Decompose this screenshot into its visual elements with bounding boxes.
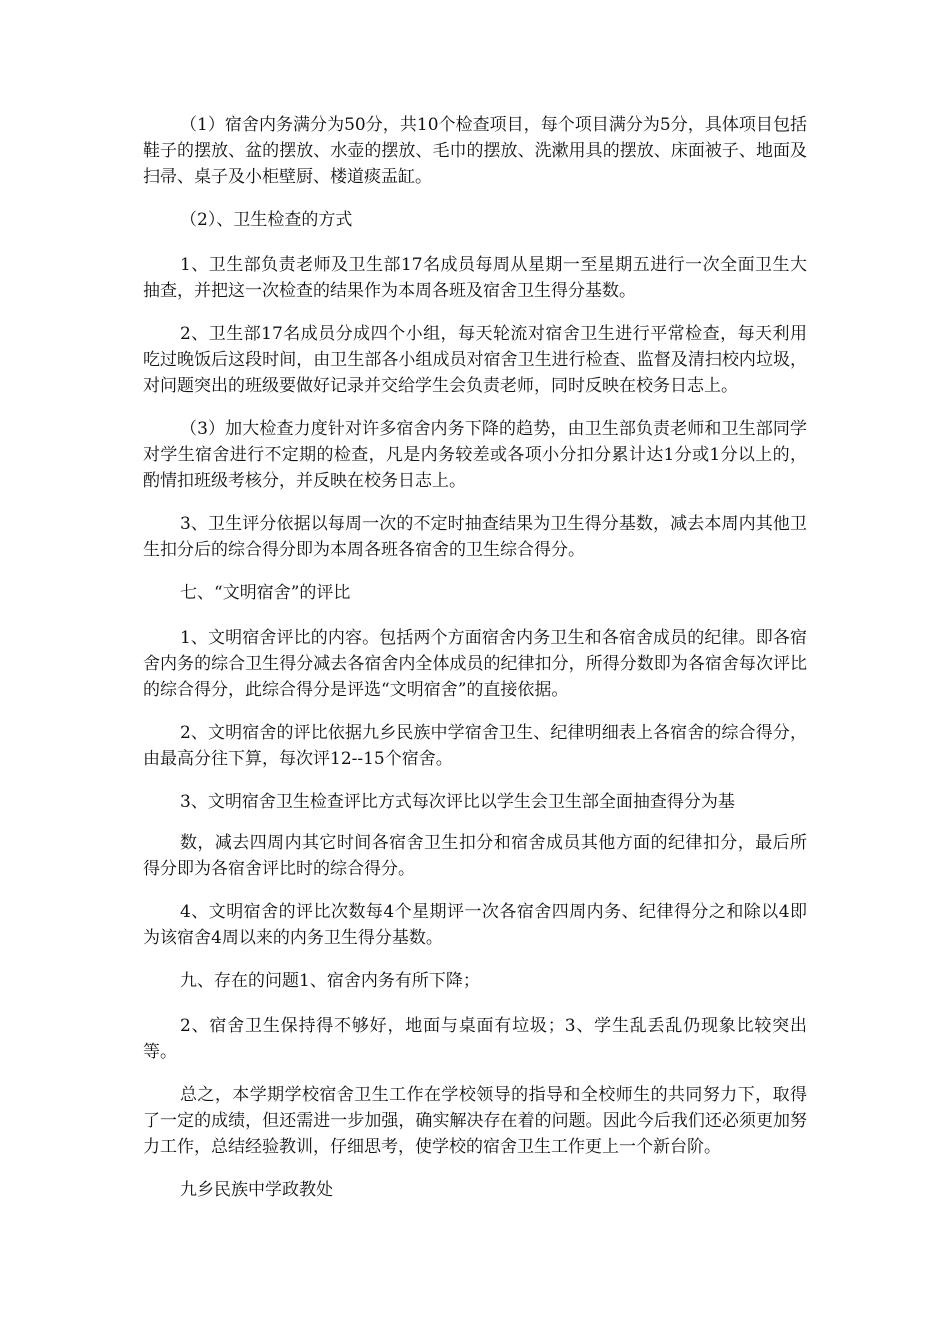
paragraph-evaluation-method: 3、文明宿舍卫生检查评比方式每次评比以学生会卫生部全面抽查得分为基 (180, 792, 735, 812)
paragraph-irregular-inspection: （3）加大检查力度针对许多宿舍内务下降的趋势，由卫生部负责老师和卫生部同学对学生宿舍进行不定期的检查，凡是内务较差或各项小分扣分累计达1分或1分以上的，酌情扣班级考核分，并反映在校务日志上。 (143, 419, 807, 491)
paragraph-conclusion: 总之，本学期学校宿舍卫生工作在学校领导的指导和全校师生的共同努力下，取得了一定的成绩，但还需进一步加强，确实解决存在着的问题。因此今后我们还必须更加努力工作，总结经验教训，仔细思考，使学校的宿舍卫生工作更上一个新台阶。 (143, 1085, 807, 1157)
paragraph-scoring-basis: 3、卫生评分依据以每周一次的不定时抽查结果为卫生得分基数，减去本周内其他卫生扣分后的综合得分即为本周各班各宿舍的卫生综合得分。 (143, 514, 807, 560)
signature-office: 九乡民族中学政教处 (180, 1180, 333, 1200)
paragraph-evaluation-method-cont: 数，减去四周内其它时间各宿舍卫生扣分和宿舍成员其他方面的纪律扣分，最后所得分即为各宿舍评比时的综合得分。 (143, 833, 807, 879)
heading-existing-problems: 九、存在的问题1、宿舍内务有所下降； (180, 971, 480, 991)
heading-civilized-dorm: 七、“文明宿舍”的评比 (180, 583, 351, 603)
heading-inspection-method: （2）、卫生检查的方式 (180, 210, 353, 230)
paragraph-evaluation-basis: 2、文明宿舍的评比依据九乡民族中学宿舍卫生、纪律明细表上各宿舍的综合得分，由最高分往下算，每次评12--15个宿舍。 (143, 723, 807, 769)
paragraph-daily-inspection: 2、卫生部17名成员分成四个小组，每天轮流对宿舍卫生进行平常检查，每天利用吃过晚饭后这段时间，由卫生部各小组成员对宿舍卫生进行检查、监督及清扫校内垃圾，对问题突出的班级要做好记录并交给学生会负责老师，同时反映在校务日志上。 (143, 324, 807, 396)
document-body (143, 112, 807, 1220)
paragraph-evaluation-frequency: 4、文明宿舍的评比次数每4个星期评一次各宿舍四周内务、纪律得分之和除以4即为该宿舍4周以来的内务卫生得分基数。 (143, 902, 807, 948)
paragraph-problems-list: 2、宿舍卫生保持得不够好，地面与桌面有垃圾；3、学生乱丢乱仍现象比较突出等。 (143, 1016, 807, 1062)
paragraph-weekly-inspection: 1、卫生部负责老师及卫生部17名成员每周从星期一至星期五进行一次全面卫生大抽查，并把这一次检查的结果作为本周各班及宿舍卫生得分基数。 (143, 255, 807, 301)
paragraph-evaluation-content: 1、文明宿舍评比的内容。包括两个方面宿舍内务卫生和各宿舍成员的纪律。即各宿舍内务的综合卫生得分减去各宿舍内全体成员的纪律扣分，所得分数即为各宿舍每次评比的综合得分，此综合得分是评选“文明宿舍”的直接依据。 (143, 628, 807, 700)
paragraph-dorm-score-rules: （1）宿舍内务满分为50分，共10个检查项目，每个项目满分为5分，具体项目包括鞋子的摆放、盆的摆放、水壶的摆放、毛巾的摆放、洗漱用具的摆放、床面被子、地面及扫帚、桌子及小柜壁厨、楼道痰盂缸。 (143, 115, 807, 187)
